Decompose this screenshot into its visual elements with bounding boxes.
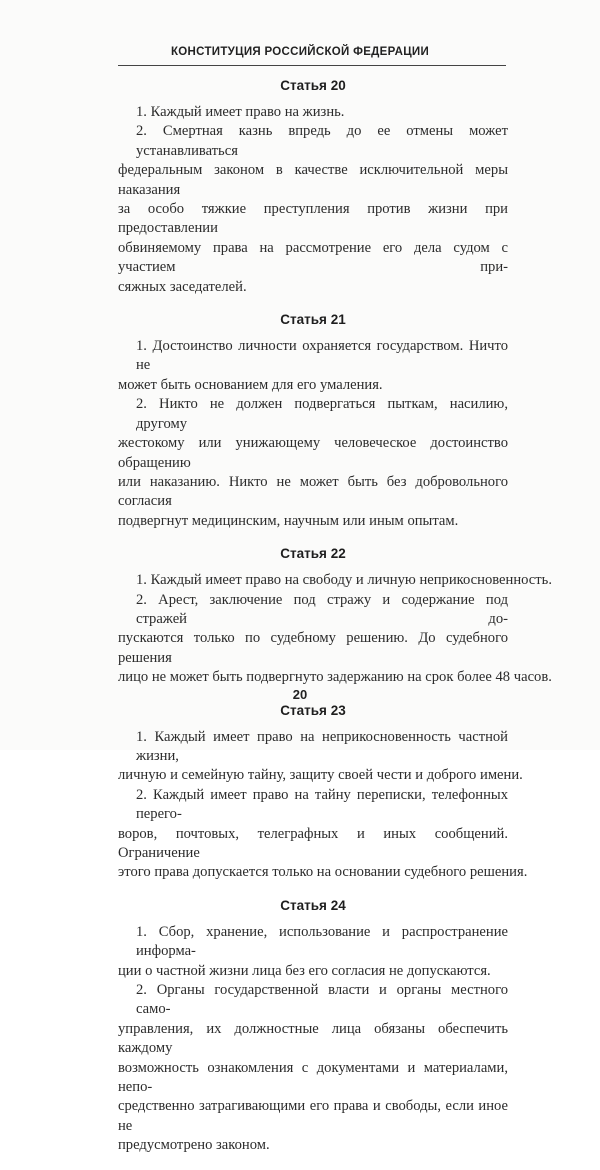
text-line: возможность ознакомления с документами и материалами, непо- [118, 1059, 508, 1096]
text-line: за особо тяжкие преступления против жизни при предоставлении [118, 201, 508, 237]
article-paragraph [118, 786, 528, 883]
text-line: пускаются только по судебному решению. До судебного решения [118, 630, 508, 666]
article-section [118, 702, 528, 883]
text-line: средственно затрагивающими его права и свободы, если иное не [118, 1098, 508, 1134]
article-paragraph [118, 122, 508, 297]
article-title: Статья 20 [280, 78, 346, 93]
text-line: жестокому или унижающему человеческое достоинство обращению [118, 435, 508, 471]
text-line: лицо не может быть подвергнуто задержанию на срок более 48 часов. [118, 669, 552, 686]
article-paragraph [118, 981, 508, 1156]
text-line: ции о частной жизни лица без его согласия не допускаются. [118, 962, 491, 979]
text-line: 1. Достоинство личности охраняется государством. Ничто не [136, 338, 508, 374]
article-paragraph [118, 923, 508, 981]
article-title: Статья 23 [280, 702, 346, 718]
article-section [118, 897, 508, 1156]
article-paragraph [118, 103, 508, 122]
text-line: 1. Каждый имеет право на жизнь. [136, 104, 345, 120]
text-line: 2. Каждый имеет право на тайну переписки, телефонных перего- [136, 786, 508, 823]
text-line: 2. Никто не должен подвергаться пыткам, насилию, другому [136, 396, 508, 432]
text-line: управления, их должностные лица обязаны обеспечить каждому [118, 1020, 508, 1057]
article-section [118, 311, 508, 531]
text-line: 1. Каждый имеет право на свободу и личную неприкосновенность. [136, 572, 552, 589]
text-line: обвиняемому права на рассмотрение его дела судом с участием при- [118, 239, 508, 276]
text-line: 2. Арест, заключение под стражу и содержание под стражей до- [136, 591, 508, 627]
page-number: 20 [292, 687, 308, 702]
article-section [118, 545, 552, 687]
text-line: федеральным законом в качестве исключительной меры наказания [118, 162, 508, 198]
header-divider [118, 65, 506, 66]
article-title: Статья 22 [280, 546, 346, 562]
article-title: Статья 21 [280, 312, 346, 328]
text-line: предусмотрено законом. [118, 1137, 270, 1154]
text-line: подвергнут медицинским, научным или иным опытам. [118, 512, 459, 529]
text-line: этого права допускается только на основании судебного решения. [118, 864, 528, 881]
text-line: сяжных заседателей. [118, 278, 247, 295]
article-paragraph [118, 395, 508, 531]
article-section [118, 77, 508, 297]
text-line: личную и семейную тайну, защиту своей чести и доброго имени. [118, 767, 523, 784]
text-line: 1. Каждый имеет право на неприкосновенность частной жизни, [136, 728, 508, 764]
text-line: 2. Смертная казнь впредь до ее отмены может устанавливаться [136, 123, 508, 159]
text-line: воров, почтовых, телеграфных и иных сообщений. Ограничение [118, 825, 508, 861]
running-header: КОНСТИТУЦИЯ РОССИЙСКОЙ ФЕДЕРАЦИИ [170, 46, 430, 58]
article-paragraph [118, 591, 552, 688]
text-line: 2. Органы государственной власти и органы местного само- [136, 982, 508, 1018]
article-paragraph [118, 337, 508, 395]
article-title: Статья 24 [280, 897, 346, 913]
page-body [118, 77, 552, 1170]
text-line: может быть основанием для его умаления. [118, 376, 383, 393]
article-paragraph [118, 571, 552, 590]
text-line: или наказанию. Никто не может быть без добровольного согласия [118, 473, 508, 510]
article-paragraph [118, 728, 523, 786]
text-line: 1. Сбор, хранение, использование и распространение информа- [136, 923, 508, 960]
